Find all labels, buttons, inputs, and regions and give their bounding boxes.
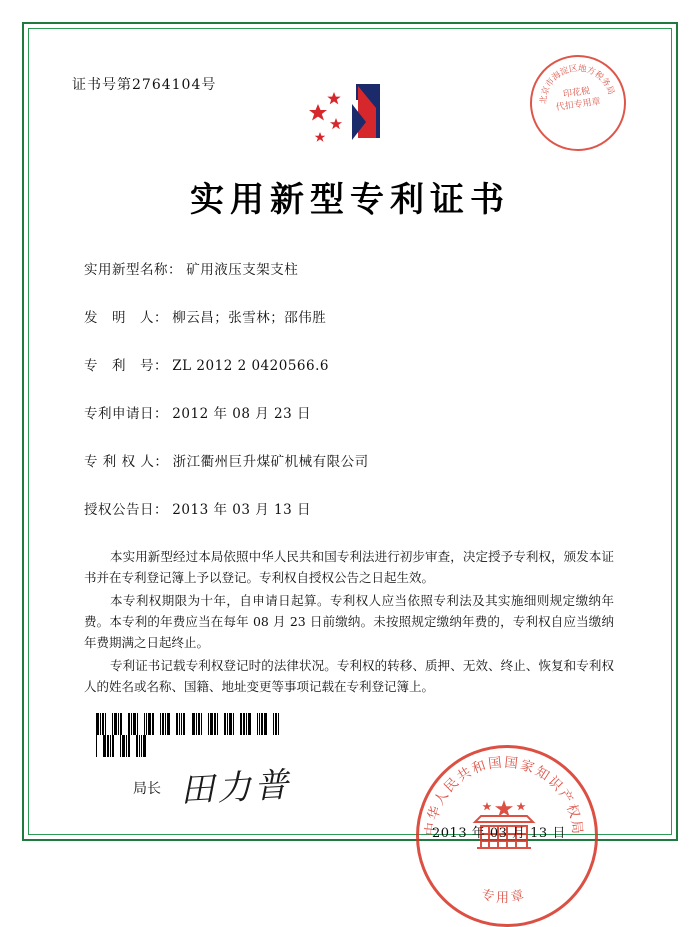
certificate-body	[84, 546, 614, 699]
corner-ornament-bottom-left	[22, 815, 48, 841]
label-grant-announcement-date: 授权公告日：	[84, 502, 168, 518]
field-patentee	[84, 450, 614, 470]
director-signature: 田力普	[179, 765, 293, 811]
label-utility-model-name: 实用新型名称：	[84, 262, 182, 278]
value-application-date: 2012 年 08 月 23 日	[172, 406, 311, 422]
label-patentee: 专 利 权 人：	[84, 454, 169, 470]
tax-stamp-line2: 代扣专用章	[555, 96, 602, 114]
certificate-fields	[84, 258, 614, 546]
official-seal-bottom-text: 专用章	[479, 887, 529, 907]
director-label: 局长	[133, 781, 161, 797]
label-inventors: 发 明 人：	[84, 310, 168, 326]
issue-date: 2013 年 03 月 13 日	[432, 826, 566, 841]
tax-stamp-seal	[524, 49, 632, 157]
tax-stamp-arc-text: 北京市海淀区地方税务局	[538, 63, 616, 105]
value-patentee: 浙江衢州巨升煤矿机械有限公司	[172, 454, 369, 470]
field-utility-model-name	[84, 258, 614, 278]
body-paragraph-2: 本专利权期限为十年，自申请日起算。专利权人应当依照专利法及其实施细则规定缴纳年费。本专利的年费应当在每年 08 月 23 日前缴纳。未按照规定缴纳年费的，专利权自应当缴纳年费期满之日起终止。	[84, 593, 614, 650]
field-patent-number	[84, 354, 614, 374]
value-grant-announcement-date: 2013 年 03 月 13 日	[172, 502, 311, 518]
value-inventors: 柳云昌；张雪林；邵伟胜	[172, 310, 327, 326]
body-paragraph-1: 本实用新型经过本局依照中华人民共和国专利法进行初步审查，决定授予专利权，颁发本证书并在专利登记簿上予以登记。专利权自授权公告之日起生效。	[84, 549, 614, 585]
value-utility-model-name: 矿用液压支架支柱	[186, 262, 299, 278]
field-application-date	[84, 402, 614, 422]
corner-ornament-top-left	[22, 22, 48, 48]
corner-ornament-top-right	[652, 22, 678, 48]
field-grant-announcement-date	[84, 498, 614, 518]
certificate-number: 证书号第2764104号	[72, 77, 217, 93]
label-application-date: 专利申请日：	[84, 406, 168, 422]
field-inventors	[84, 306, 614, 326]
official-seal-arc-text: 中华人民共和国国家知识产权局	[422, 754, 586, 837]
body-paragraph-3: 专利证书记载专利权登记时的法律状况。专利权的转移、质押、无效、终止、恢复和专利权人的姓名或名称、国籍、地址变更等事项记载在专利登记簿上。	[84, 658, 614, 694]
corner-ornament-bottom-right	[652, 815, 678, 841]
patent-office-logo-icon	[296, 78, 406, 164]
value-patent-number: ZL 2012 2 0420566.6	[172, 358, 329, 374]
page-title: 实用新型专利证书	[190, 180, 510, 220]
svg-text:专用章	[479, 886, 528, 906]
label-patent-number: 专 利 号：	[84, 358, 168, 374]
barcode	[96, 713, 282, 735]
tax-stamp-line1: 印花税	[562, 86, 591, 100]
